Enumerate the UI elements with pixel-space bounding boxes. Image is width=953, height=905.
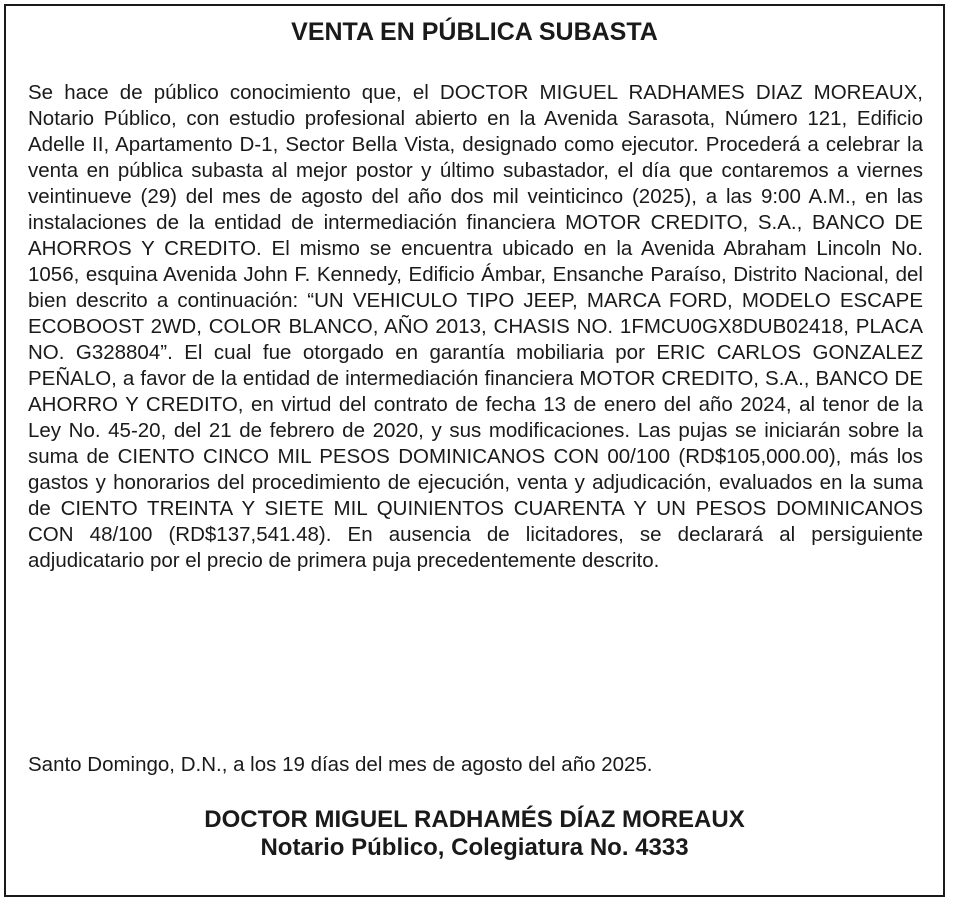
signature-title: Notario Público, Colegiatura No. 4333 — [260, 834, 689, 861]
notice-body: Se hace de público conocimiento que, el DOCTOR MIGUEL RADHAMES DIAZ MOREAUX, Notario Público, con estudio profesional abierto en la Avenida Sarasota, Número 121, Edificio Adelle II, Apartamento D-1, Sector Bella Vista, designado como ejecutor. Procederá a celebrar la venta en pública subasta al mejor postor y último subastador, el día que contaremos a viernes veintinueve (29) del mes de agosto del año dos mil veinticinco (2025), a las 9:00 A.M., en las instalaciones de la entidad de intermediación financiera MOTOR CREDITO, S.A., BANCO DE AHORROS Y CREDITO. El mismo se encuentra ubicado en la Avenida Abraham Lincoln No. 1056, esquina Avenida John F. Kennedy, Edificio Ámbar, Ensanche Paraíso, Distrito Nacional, del bien descrito a continuación: “UN VEHICULO TIPO JEEP, MARCA FORD, MODELO ESCAPE ECOBOOST 2WD, COLOR BLANCO, AÑO 2013, CHASIS NO. 1FMCU0GX8DUB02418, PLACA NO. G328804”. El cual fue otorgado en garantía mobiliaria por ERIC CARLOS GONZALEZ PEÑALO, a favor de la entidad de intermediación financiera MOTOR CREDITO, S.A., BANCO DE AHORRO Y CREDITO, en virtud del contrato de fecha 13 de enero del año 2024, al tenor de la Ley No. 45-20, del 21 de febrero de 2020, y sus modificaciones. Las pujas se iniciarán sobre la suma de CIENTO CINCO MIL PESOS DOMINICANOS CON 00/100 (RD$105,000.00), más los gastos y honorarios del procedimiento de ejecución, venta y adjudicación, evaluados en la suma de CIENTO TREINTA Y SIETE MIL QUINIENTOS CUARENTA Y UN PESOS DOMINICANOS CON 48/100 (RD$137,541.48). En ausencia de licitadores, se declarará al persiguiente adjudicatario por el precio de primera puja precedentemente descrito. — [28, 81, 923, 572]
signature-block — [6, 806, 943, 862]
notice-title: VENTA EN PÚBLICA SUBASTA — [291, 18, 658, 46]
notice-closing-date: Santo Domingo, D.N., a los 19 días del mes de agosto del año 2025. — [28, 753, 653, 776]
signature-name: DOCTOR MIGUEL RADHAMÉS DÍAZ MOREAUX — [204, 806, 745, 833]
auction-notice — [4, 4, 945, 897]
